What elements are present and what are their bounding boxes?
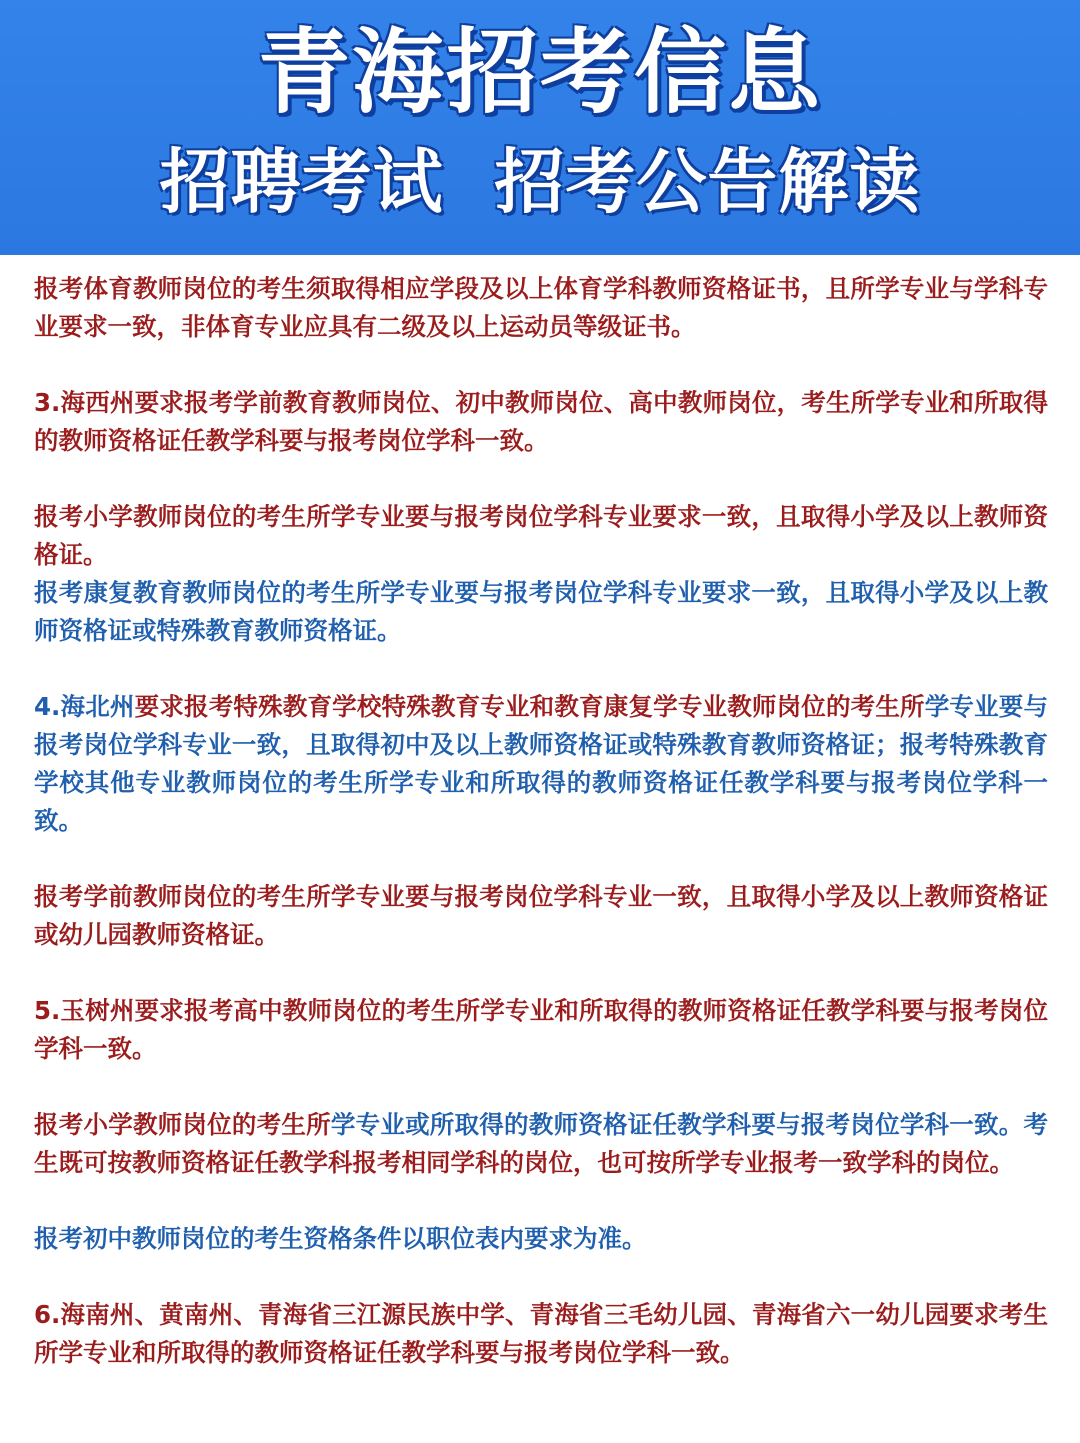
haibei-label: 4.海北州 [34,692,135,721]
yushu-primary-b: 学专业或所取得的教师资格证任教学科要与报考岗位学科一致。考 [330,1110,1049,1139]
haibei-text-a: 要求报考特殊教育学校特殊教育专业和教育康复学专业教师岗位的考生所 [134,692,925,721]
paragraph-preschool-teacher: 报考学前教师岗位的考生所学专业要与报考岗位学科专业一致，且取得小学及以上教师资格证或幼儿园教师资格证。 [34,882,1048,949]
yushu-primary-a: 报考小学教师岗位的考生所 [34,1110,331,1139]
paragraph-middle-school: 报考初中教师岗位的考生资格条件以职位表内要求为准。 [34,1224,647,1253]
paragraph-hainan-huangnan: 6.海南州、黄南州、青海省三江源民族中学、青海省三毛幼儿园、青海省六一幼儿园要求考生所学专业和所取得的教师资格证任教学科要与报考岗位学科一致。 [34,1300,1048,1367]
paragraph-haibei [34,688,1048,840]
yushu-primary-c: 生既可按教师资格证任教学科报考相同学科的岗位，也可按所学专业报考一致学科的岗位。 [34,1148,1014,1177]
header-banner [0,0,1080,255]
paragraph-yushu: 5.玉树州要求报考高中教师岗位的考生所学专业和所取得的教师资格证任教学科要与报考岗位学科一致。 [34,996,1048,1063]
paragraph-yushu-primary [34,1106,1048,1182]
paragraph-pe-teacher: 报考体育教师岗位的考生须取得相应学段及以上体育学科教师资格证书，且所学专业与学科专业要求一致，非体育专业应具有二级及以上运动员等级证书。 [34,274,1048,341]
paragraph-primary-teacher: 报考小学教师岗位的考生所学专业要与报考岗位学科专业要求一致，且取得小学及以上教师资格证。 [34,502,1048,569]
haibei-text-b: 学专业要与报考岗位学科专业一致，且取得初中及以上教师资格证或特殊教育教师资格证；报考特殊教育学校其他专业教师岗位的考生所学专业和所取得的教师资格证任教学科要与报考岗位学科一致。 [34,692,1048,835]
article-body [34,270,1048,1372]
banner-title: 青海招考信息 [257,19,822,126]
paragraph-rehab-teacher: 报考康复教育教师岗位的考生所学专业要与报考岗位学科专业要求一致，且取得小学及以上教师资格证或特殊教育教师资格证。 [34,578,1048,645]
paragraph-haixi: 3.海西州要求报考学前教育教师岗位、初中教师岗位、高中教师岗位，考生所学专业和所取得的教师资格证任教学科要与报考岗位学科一致。 [34,388,1048,455]
banner-subtitle: 招聘考试 招考公告解读 [159,141,921,223]
